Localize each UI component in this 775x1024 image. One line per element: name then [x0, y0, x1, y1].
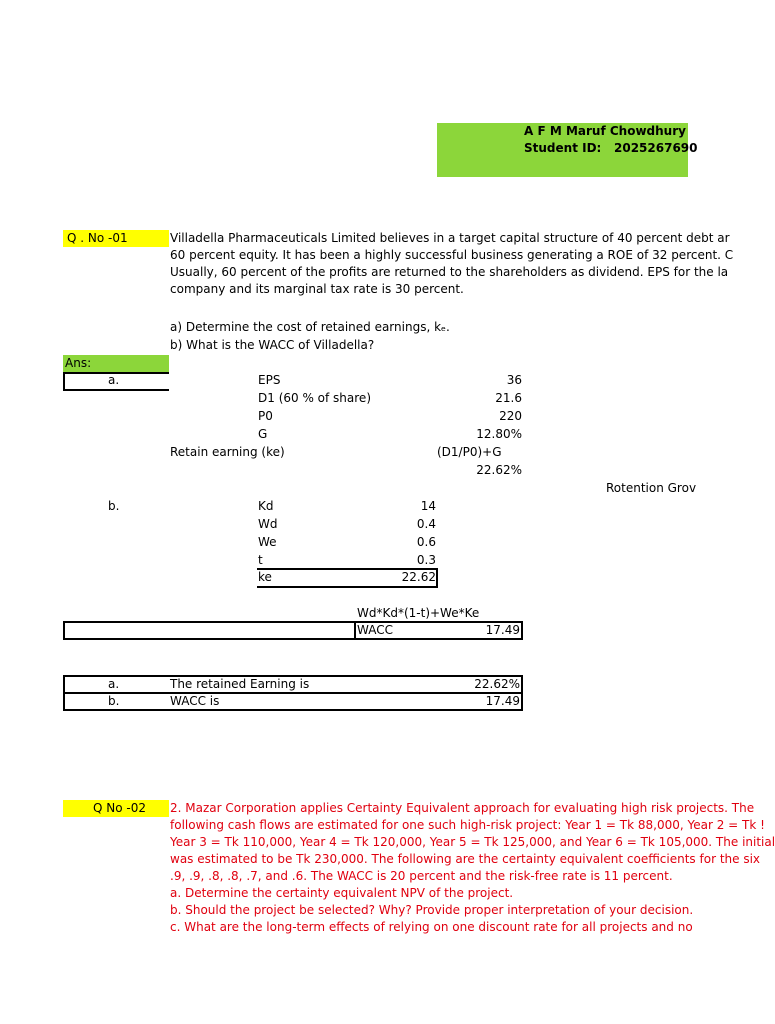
a-row-left-border: [63, 372, 65, 391]
ans-label: Ans:: [63, 355, 169, 372]
wacc-row-right-border: [521, 621, 523, 640]
wacc-row-mid-border: [354, 621, 356, 640]
kd-value: 14: [420, 499, 436, 513]
student-id-label: Student ID:: [524, 141, 602, 155]
q2-text-line: was estimated to be Tk 230,000. The following are the certainty equivalent coefficients for the six: [170, 852, 761, 866]
q1-text-line: Usually, 60 percent of the profits are returned to the shareholders as dividend. EPS for the la: [170, 265, 729, 279]
student-id-value: 2025267690: [614, 141, 698, 155]
q2-text-line: following cash flows are estimated for one such high-risk project: Year 1 = Tk 88,000, Year 2 = Tk !: [170, 818, 765, 832]
q1-part-b: b) What is the WACC of Villadella?: [170, 338, 375, 352]
wacc-row-left-border: [63, 621, 65, 640]
q2-text-line: Year 3 = Tk 110,000, Year 4 = Tk 120,000, Year 5 = Tk 125,000, and Year 6 = Tk 105,000. The initial: [170, 835, 775, 849]
summary-a-text: The retained Earning is: [170, 677, 310, 691]
q1-text-line: company and its marginal tax rate is 30 percent.: [170, 282, 464, 296]
wd-value: 0.4: [416, 517, 436, 531]
summary-right-border: [521, 675, 523, 711]
t-value: 0.3: [416, 553, 436, 567]
ke-percent-value: 22.62%: [476, 463, 522, 477]
eps-label: EPS: [258, 373, 281, 387]
ke-formula: (D1/P0)+G: [437, 445, 502, 459]
q2-text-line: c. What are the long-term effects of relying on one discount rate for all projects and no: [170, 920, 693, 934]
kd-label: Kd: [258, 499, 274, 513]
summary-left-border: [63, 675, 65, 711]
summary-b-label: b.: [108, 694, 120, 708]
summary-b-text: WACC is: [170, 694, 220, 708]
t-label: t: [258, 553, 263, 567]
q2-text-line: .9, .9, .8, .8, .7, and .6. The WACC is 20 percent and the risk-free rate is 11 percent.: [170, 869, 673, 883]
we-label: We: [258, 535, 277, 549]
g-label: G: [258, 427, 268, 441]
summary-b-value: 17.49: [485, 694, 520, 708]
q1-text-line: Villadella Pharmaceuticals Limited believes in a target capital structure of 40 percent debt ar: [170, 231, 730, 245]
ke-row-right-border: [436, 568, 438, 588]
ke-row-bottom-border: [257, 586, 437, 588]
q1-label: Q . No -01: [63, 230, 169, 247]
a-row-bottom-border: [63, 389, 169, 391]
q1-part-a: a) Determine the cost of retained earnings, kₑ.: [170, 320, 450, 334]
q2-text-line: b. Should the project be selected? Why? Provide proper interpretation of your decision.: [170, 903, 694, 917]
d1-value: 21.6: [495, 391, 522, 405]
p0-value: 220: [499, 409, 522, 423]
q2-label: Q No -02: [63, 800, 169, 817]
g-value: 12.80%: [476, 427, 522, 441]
summary-a-value: 22.62%: [474, 677, 520, 691]
ke-value: 22.62: [401, 570, 436, 584]
q1-text: [170, 230, 734, 298]
wd-label: Wd: [258, 517, 278, 531]
ke-label: ke: [258, 570, 272, 584]
q2-text: [170, 800, 775, 936]
eps-value: 36: [506, 373, 522, 387]
q2-text-line: 2. Mazar Corporation applies Certainty Equivalent approach for evaluating high risk projects. The: [170, 801, 755, 815]
ans-a-label: a.: [108, 373, 120, 387]
retention-growth-label: Rotention Grov: [606, 481, 697, 495]
q1-text-line: 60 percent equity. It has been a highly successful business generating a ROE of 32 percent. C: [170, 248, 734, 262]
retain-earning-label: Retain earning (ke): [170, 445, 285, 459]
q2-text-line: a. Determine the certainty equivalent NPV of the project.: [170, 886, 514, 900]
wacc-label: WACC: [357, 623, 393, 637]
d1-label: D1 (60 % of share): [258, 391, 371, 405]
student-name: A F M Maruf Chowdhury: [524, 124, 686, 138]
p0-label: P0: [258, 409, 273, 423]
wacc-value: 17.49: [485, 623, 520, 637]
summary-a-label: a.: [108, 677, 120, 691]
ans-b-label: b.: [108, 499, 120, 513]
wacc-formula: Wd*Kd*(1-t)+We*Ke: [357, 606, 480, 620]
we-value: 0.6: [416, 535, 436, 549]
